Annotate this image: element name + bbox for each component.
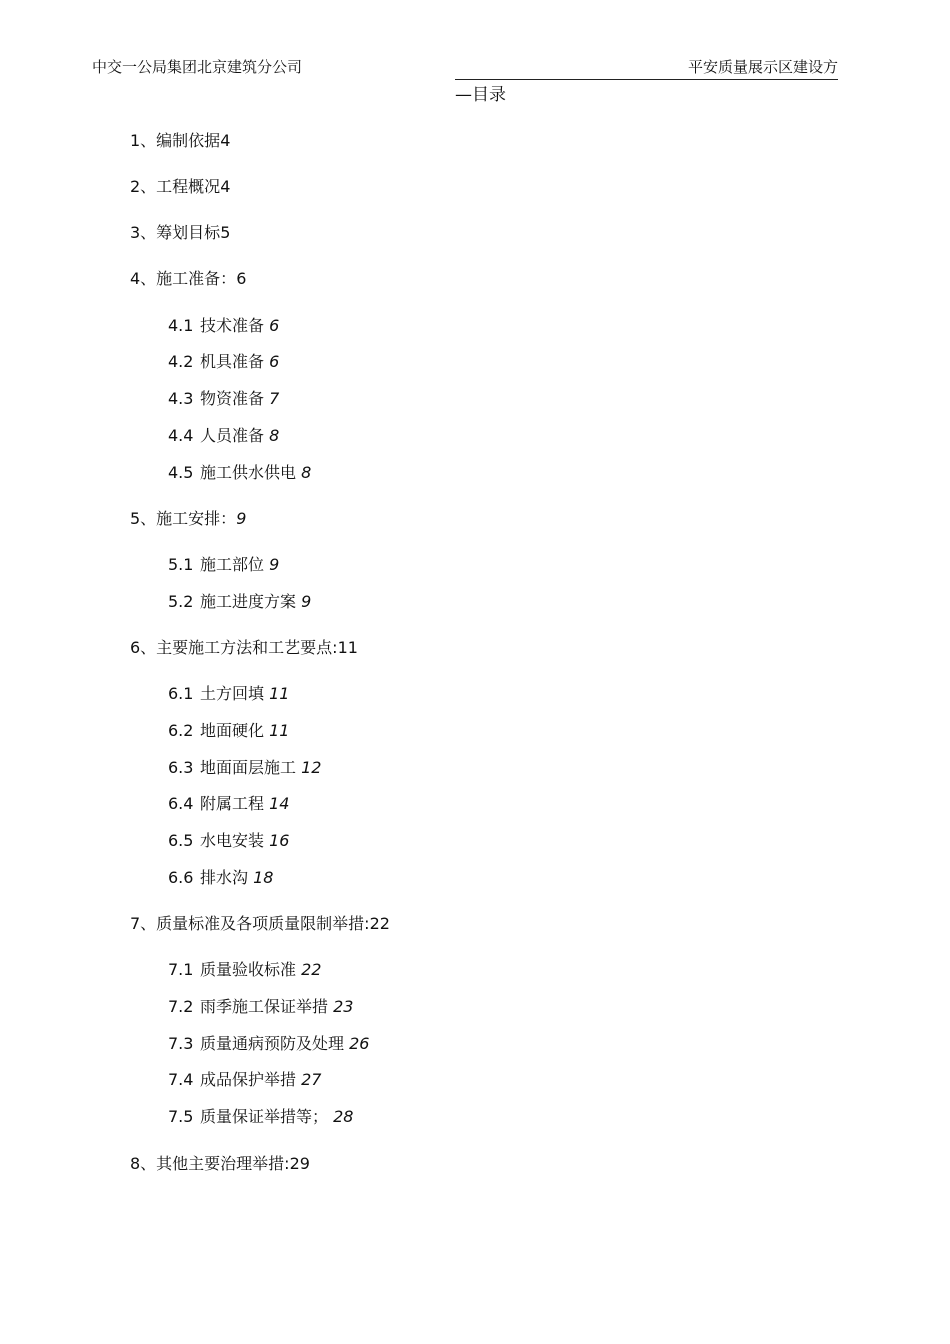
toc-subentry-number: 4.4: [168, 426, 194, 445]
toc-subentry-number: 6.1: [168, 684, 194, 703]
toc-entry[interactable]: [130, 911, 390, 934]
toc-subentry-text: 人员准备: [200, 426, 265, 445]
toc-subentry[interactable]: [168, 865, 273, 888]
toc-subentry[interactable]: [168, 1067, 321, 1090]
toc-title: —目录: [455, 85, 506, 105]
toc-entry-text: 1、编制依据: [130, 131, 221, 150]
toc-page-number: 26: [349, 1034, 370, 1053]
toc-subentry[interactable]: [168, 791, 289, 814]
header-title: 平安质量展示区建设方: [455, 56, 838, 80]
toc-subentry-number: 5.2: [168, 592, 194, 611]
toc-subentry-text: 雨季施工保证举措: [200, 997, 329, 1016]
toc-page-number: 18: [253, 868, 274, 887]
toc-page-number: 8: [301, 463, 312, 482]
toc-subentry-number: 6.6: [168, 868, 194, 887]
toc-subentry[interactable]: [168, 552, 279, 575]
toc-page-number: 23: [333, 997, 354, 1016]
toc-subentry[interactable]: [168, 994, 353, 1017]
toc-entry[interactable]: [130, 506, 246, 529]
toc-subentry[interactable]: [168, 460, 311, 483]
toc-subentry-text: 施工部位: [200, 555, 265, 574]
toc-subentry-number: 6.5: [168, 831, 194, 850]
toc-subentry-number: 7.2: [168, 997, 194, 1016]
toc-page-number: 7: [269, 389, 280, 408]
toc-subentry-text: 附属工程: [200, 794, 265, 813]
toc-subentry-number: 6.4: [168, 794, 194, 813]
toc-entry[interactable]: [130, 220, 230, 243]
toc-page-number: 9: [236, 509, 247, 528]
toc-subentry[interactable]: [168, 1104, 353, 1127]
toc-page-number: 22: [369, 914, 390, 933]
toc-page-number: 5: [220, 223, 231, 242]
toc-entry-text: 6、主要施工方法和工艺要点:: [130, 638, 338, 657]
toc-subentry-number: 4.1: [168, 316, 194, 335]
toc-subentry-text: 物资准备: [200, 389, 265, 408]
toc-entry-text: 5、施工安排：: [130, 509, 237, 528]
toc-page-number: 12: [301, 758, 322, 777]
toc-subentry-number: 4.2: [168, 352, 194, 371]
toc-page-number: 4: [220, 177, 231, 196]
toc-subentry[interactable]: [168, 423, 279, 446]
toc-subentry[interactable]: [168, 755, 321, 778]
toc-entry[interactable]: [130, 635, 358, 658]
toc-page-number: 8: [269, 426, 280, 445]
toc-page-number: 9: [301, 592, 312, 611]
toc-page-number: 28: [333, 1107, 354, 1126]
toc-subentry-text: 地面硬化: [200, 721, 265, 740]
toc-subentry[interactable]: [168, 1031, 369, 1054]
toc-subentry-number: 7.4: [168, 1070, 194, 1089]
toc-page-number: 9: [269, 555, 280, 574]
toc-subentry[interactable]: [168, 828, 289, 851]
toc-subentry-text: 土方回填: [200, 684, 265, 703]
toc-entry[interactable]: [130, 128, 230, 151]
toc-subentry-text: 技术准备: [200, 316, 265, 335]
toc-subentry-number: 6.2: [168, 721, 194, 740]
toc-page-number: 6: [269, 316, 280, 335]
toc-entry-text: 2、工程概况: [130, 177, 221, 196]
toc-subentry-text: 质量保证举措等；: [200, 1107, 329, 1126]
toc-page-number: 22: [301, 960, 322, 979]
toc-page-number: 29: [289, 1154, 310, 1173]
toc-page-number: 6: [236, 269, 247, 288]
toc-entry-text: 8、其他主要治理举措:: [130, 1154, 290, 1173]
toc-entry[interactable]: [130, 266, 246, 289]
toc-entry[interactable]: [130, 174, 230, 197]
toc-page-number: 11: [269, 721, 290, 740]
toc-subentry-text: 水电安装: [200, 831, 265, 850]
toc-subentry-text: 质量验收标准: [200, 960, 297, 979]
toc-page-number: 6: [269, 352, 280, 371]
toc-page-number: 14: [269, 794, 290, 813]
toc-subentry-text: 机具准备: [200, 352, 265, 371]
toc-subentry-number: 6.3: [168, 758, 194, 777]
toc-subentry[interactable]: [168, 957, 321, 980]
toc-page-number: 11: [337, 638, 358, 657]
toc-entry-text: 3、筹划目标: [130, 223, 221, 242]
toc-subentry-number: 7.1: [168, 960, 194, 979]
toc-subentry[interactable]: [168, 313, 279, 336]
toc-subentry-number: 4.5: [168, 463, 194, 482]
toc-subentry-text: 成品保护举措: [200, 1070, 297, 1089]
toc-page-number: 11: [269, 684, 290, 703]
toc-subentry-number: 4.3: [168, 389, 194, 408]
toc-entry[interactable]: [130, 1151, 310, 1174]
toc-subentry[interactable]: [168, 589, 311, 612]
toc-subentry[interactable]: [168, 718, 289, 741]
toc-subentry-text: 质量通病预防及处理: [200, 1034, 345, 1053]
toc-page-number: 4: [220, 131, 231, 150]
header-company: 中交一公局集团北京建筑分公司: [92, 58, 303, 76]
toc-entry-text: 4、施工准备：: [130, 269, 237, 288]
toc-subentry-number: 7.5: [168, 1107, 194, 1126]
toc-subentry-text: 施工进度方案: [200, 592, 297, 611]
toc-page-number: 16: [269, 831, 290, 850]
toc-subentry-number: 5.1: [168, 555, 194, 574]
toc-subentry-number: 7.3: [168, 1034, 194, 1053]
toc-subentry[interactable]: [168, 386, 279, 409]
toc-subentry[interactable]: [168, 349, 279, 372]
toc-page-number: 27: [301, 1070, 322, 1089]
toc-subentry[interactable]: [168, 681, 289, 704]
toc-entry-text: 7、质量标准及各项质量限制举措:: [130, 914, 370, 933]
toc-subentry-text: 地面面层施工: [200, 758, 297, 777]
toc-subentry-text: 排水沟: [200, 868, 249, 887]
toc-subentry-text: 施工供水供电: [200, 463, 297, 482]
